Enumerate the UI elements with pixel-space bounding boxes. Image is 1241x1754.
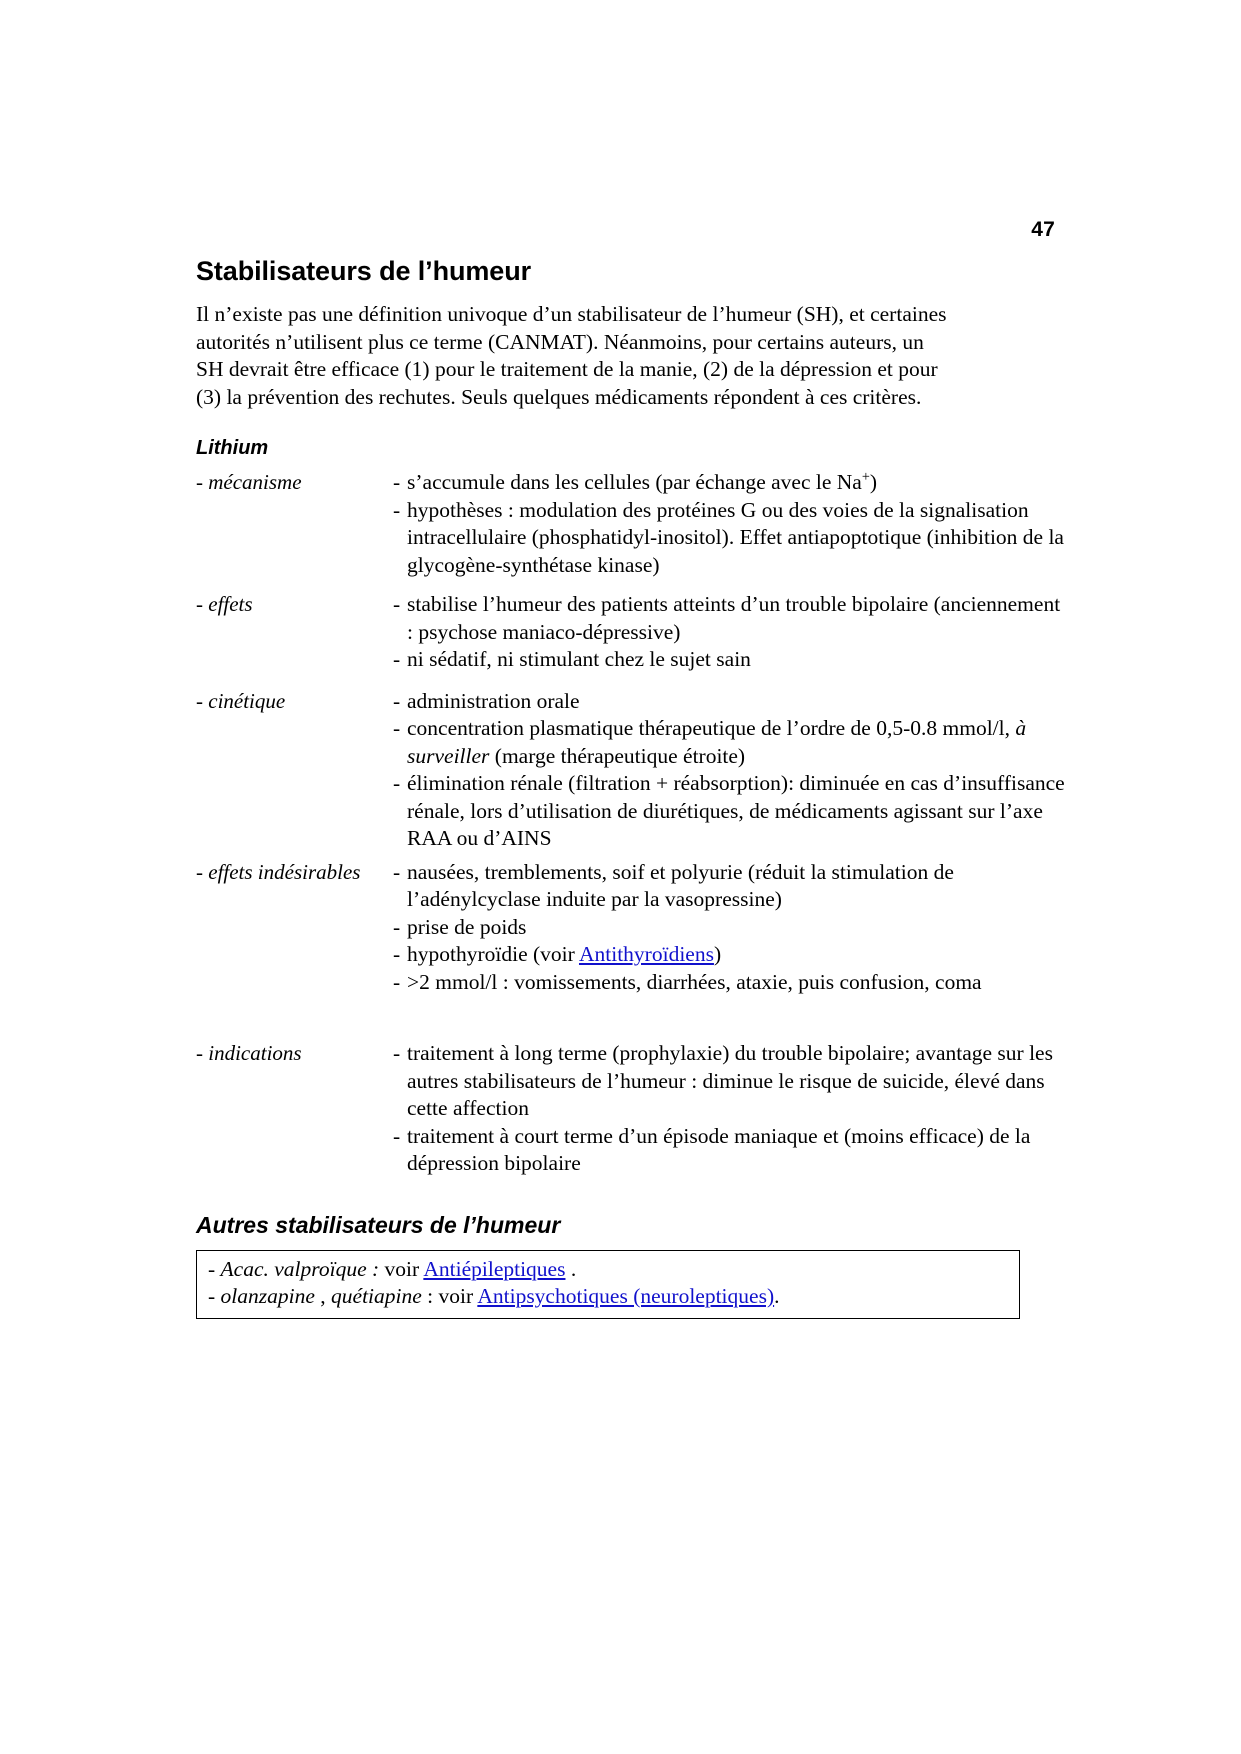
drug-name-quetiapine: quétiapine <box>331 1283 422 1308</box>
voir-text: : voir <box>421 1283 478 1308</box>
bullet-item <box>393 469 1066 497</box>
line-end: . <box>774 1283 780 1308</box>
link-antithyroidiens[interactable]: Antithyroïdiens <box>578 942 714 967</box>
row-label-effets: - effets <box>196 592 253 617</box>
bullet-item: - administration orale <box>393 688 1066 716</box>
definition-row-indications <box>196 1040 1066 1178</box>
page-title: Stabilisateurs de l’humeur <box>196 256 531 286</box>
row-body-effets-indesirables <box>393 859 1066 997</box>
bullet-item: - traitement à court terme d’un épisode maniaque et (moins efficace) de la dépression bipolaire <box>393 1123 1066 1178</box>
line-end: . <box>565 1256 577 1281</box>
bullet-item: - ni sédatif, ni stimulant chez le sujet sain <box>393 646 1066 674</box>
bullet-dash: - <box>208 1256 221 1281</box>
emphasis-text: à surveiller <box>407 716 1027 768</box>
superscript-charge: + <box>861 468 870 485</box>
link-antipsychotiques[interactable]: Antipsychotiques (neuroleptiques) <box>477 1283 775 1308</box>
bullet-text: concentration plasmatique thérapeutique de l’ordre de 0,5-0.8 mmol/l, <box>407 716 1016 741</box>
bullet-item: - nausées, tremblements, soif et polyurie (réduit la stimulation de l’adénylcyclase induite par la vasopressine) <box>393 859 1066 914</box>
bullet-text-end: ) <box>713 942 722 967</box>
bullet-text-end: (marge thérapeutique étroite) <box>489 743 746 768</box>
bullet-text: s’accumule dans les cellules (par échange avec le Na <box>407 470 862 495</box>
row-body-indications <box>393 1040 1066 1178</box>
bullet-item: - prise de poids <box>393 914 1066 942</box>
bullet-item <box>393 715 1066 770</box>
bullet-item: - traitement à long terme (prophylaxie) du trouble bipolaire; avantage sur les autres stabilisateurs de l’humeur : diminue le risque de suicide, élevé dans cette affection <box>393 1040 1066 1123</box>
definition-row-effets <box>196 591 1066 674</box>
bullet-item <box>393 941 1066 969</box>
bullet-text-end: ) <box>869 470 878 495</box>
autres-stabilisateurs-box <box>196 1250 1020 1319</box>
drug-name-acide-valproique: Acac. valproïque : <box>220 1256 380 1281</box>
row-label-effets-indesirables: - effets indésirables <box>196 859 361 884</box>
drug-name-olanzapine: olanzapine <box>220 1283 315 1308</box>
row-label-cinetique: - cinétique <box>196 688 286 713</box>
definition-row-mecanisme <box>196 469 1066 579</box>
bullet-item: - hypothèses : modulation des protéines G ou des voies de la signalisation intracellulaire (phosphatidyl-inositol). Effet antiapoptotique (inhibition de la glycogène-synthétase kinase) <box>393 497 1066 580</box>
intro-paragraph: Il n’existe pas une définition univoque d’un stabilisateur de l’humeur (SH), et certaines autorités n’utilisent plus ce terme (CANMAT). Néanmoins, pour certains auteurs, un SH devrait être efficace (1) pour le traitement de la manie, (2) de la dépression et pour (3) la prévention des rechutes. Seuls quelques médicaments répondent à ces critères. <box>196 302 947 409</box>
page-content <box>196 256 1066 1319</box>
bullet-item: - >2 mmol/l : vomissements, diarrhées, ataxie, puis confusion, coma <box>393 969 1066 997</box>
row-body-mecanisme <box>393 469 1066 579</box>
separator-text: , <box>314 1283 332 1308</box>
section-heading-autres: Autres stabilisateurs de l’humeur <box>196 1211 561 1238</box>
voir-text: voir <box>379 1256 424 1281</box>
row-body-cinetique <box>393 688 1066 853</box>
page-number: 47 <box>1031 218 1055 241</box>
definition-row-effets-indesirables <box>196 859 1066 997</box>
row-label-mecanisme: - mécanisme <box>196 470 302 495</box>
box-line-2 <box>208 1283 1009 1310</box>
row-body-effets <box>393 591 1066 674</box>
link-antiepileptiques[interactable]: Antiépileptiques <box>423 1256 566 1281</box>
definition-row-cinetique <box>196 688 1066 853</box>
box-line-1 <box>208 1256 1009 1283</box>
row-label-indications: - indications <box>196 1041 302 1066</box>
bullet-dash: - <box>208 1283 221 1308</box>
bullet-item: - élimination rénale (filtration + réabsorption): diminuée en cas d’insuffisance rénale, lors d’utilisation de diurétiques, de médicaments agissant sur l’axe RAA ou d’AINS <box>393 770 1066 853</box>
section-heading-lithium: Lithium <box>196 437 269 460</box>
bullet-item: - stabilise l’humeur des patients atteints d’un trouble bipolaire (anciennement : psychose maniaco-dépressive) <box>393 591 1066 646</box>
bullet-text: hypothyroïdie (voir <box>407 942 579 967</box>
